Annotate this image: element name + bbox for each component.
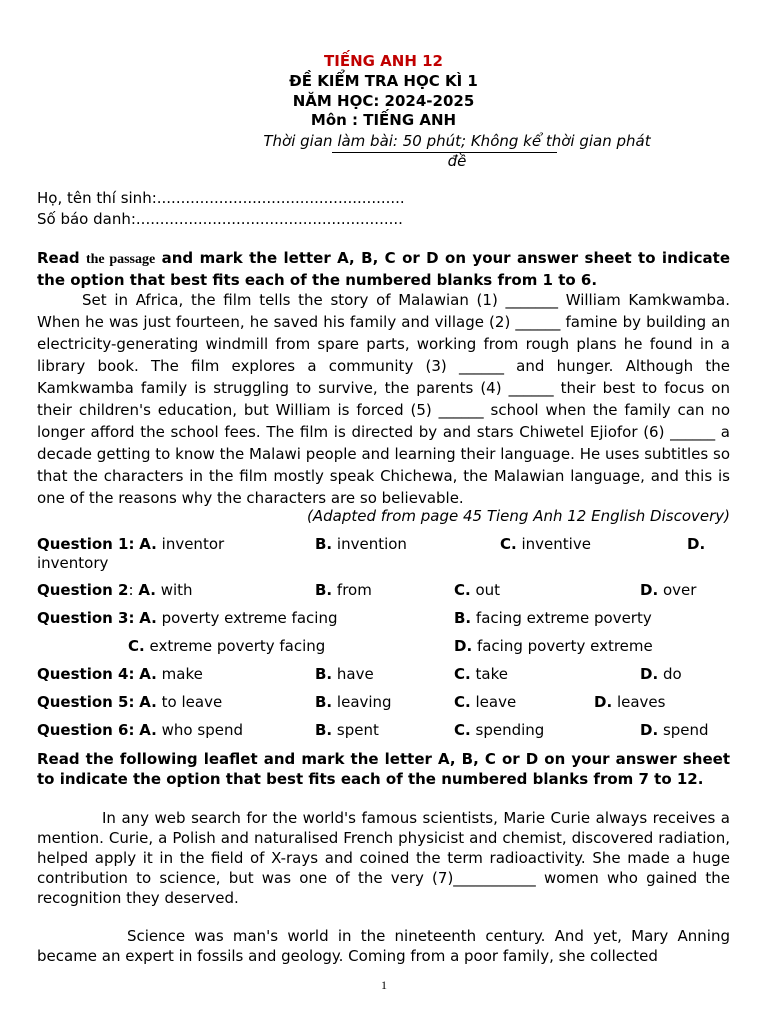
question-3: Question 3: A. poverty extreme facing <box>37 609 338 627</box>
subject-title: TIẾNG ANH 12 <box>324 52 443 70</box>
question-1-option-c: C. inventive <box>500 535 591 553</box>
student-id-field: Số báo danh:........................................................ <box>37 210 403 228</box>
question-1-option-d: inventory <box>37 554 109 572</box>
question-3-option-d: D. facing poverty extreme <box>454 637 653 655</box>
question-5-option-c: C. leave <box>454 693 517 711</box>
question-1-option-d-letter: D. <box>687 535 706 553</box>
course-name: Môn : TIẾNG ANH <box>310 111 457 129</box>
question-6-option-c: C. spending <box>454 721 545 739</box>
question-3-option-b: B. facing extreme poverty <box>454 609 652 627</box>
exam-title: ĐỀ KIỂM TRA HỌC KÌ 1 <box>289 72 478 90</box>
question-2-option-c: C. out <box>454 581 501 599</box>
section2-instruction: Read the following leaflet and mark the letter A, B, C or D on your answer sheet to indicate the option that best fits each of the numbered blanks from 7 to 12. <box>37 750 730 788</box>
time-note: Thời gian làm bài: 50 phút; Không kể thời gian phát đề <box>263 132 651 170</box>
question-6-option-b: B. spent <box>315 721 379 739</box>
section2-paragraph-1: In any web search for the world's famous scientists, Marie Curie always receives a mention. Curie, a Polish and naturalised French physicist and chemist, discovered radiation, helped apply it in the field of X-rays and coined the term radioactivity. She made a huge contribution to science, but was one of the very (7)___________ women who gained the recognition they deserved. <box>37 809 730 907</box>
question-1-option-b: B. invention <box>315 535 407 553</box>
student-name-field: Họ, tên thí sinh:.................................................... <box>37 189 405 207</box>
question-4-option-c: C. take <box>454 665 508 683</box>
question-3-option-c: C. extreme poverty facing <box>128 637 326 655</box>
question-2-option-d: D. over <box>640 581 697 599</box>
section2-paragraph-2: Science was man's world in the nineteenth century. And yet, Mary Anning became an expert in fossils and geology. Coming from a poor family, she collected <box>37 927 730 965</box>
section1-instruction: Read the passage and mark the letter A, B, C or D on your answer sheet to indicate the option that best fits each of the numbered blanks from 1 to 6. <box>37 249 730 289</box>
passage-source: (Adapted from page 45 Tieng Anh 12 English Discovery) <box>307 507 730 525</box>
question-5: Question 5: A. to leave <box>37 693 223 711</box>
question-1: Question 1: A. inventor <box>37 535 225 553</box>
question-6: Question 6: A. who spend <box>37 721 243 739</box>
page-number: 1 <box>381 978 387 992</box>
question-4-option-d: D. do <box>640 665 682 683</box>
question-2: Question 2: A. with <box>37 581 193 599</box>
question-5-option-b: B. leaving <box>315 693 392 711</box>
question-5-option-d: D. leaves <box>594 693 666 711</box>
header-divider <box>332 152 557 153</box>
question-2-option-b: B. from <box>315 581 372 599</box>
question-4: Question 4: A. make <box>37 665 203 683</box>
question-6-option-d: D. spend <box>640 721 709 739</box>
section1-passage: Set in Africa, the film tells the story of Malawian (1) _______ William Kamkwamba. When he was just fourteen, he saved his family and village (2) ______ famine by building an electricity-generating windmill from spare parts, working from rough plans he found in a library book. The film explores a community (3) ______ and hunger. Although the Kamkwamba family is struggling to survive, the parents (4) ______ their best to focus on their children's education, but William is forced (5) ______ school when the family can no longer afford the school fees. The film is directed by and stars Chiwetel Ejiofor (6) ______ a decade getting to know the Malawi people and learning their language. He uses subtitles so that the characters in the film mostly speak Chichewa, the Malawian language, and this is one of the reasons why the characters are so believable. <box>37 291 730 507</box>
question-4-option-b: B. have <box>315 665 374 683</box>
school-year: NĂM HỌC: 2024-2025 <box>292 92 475 110</box>
